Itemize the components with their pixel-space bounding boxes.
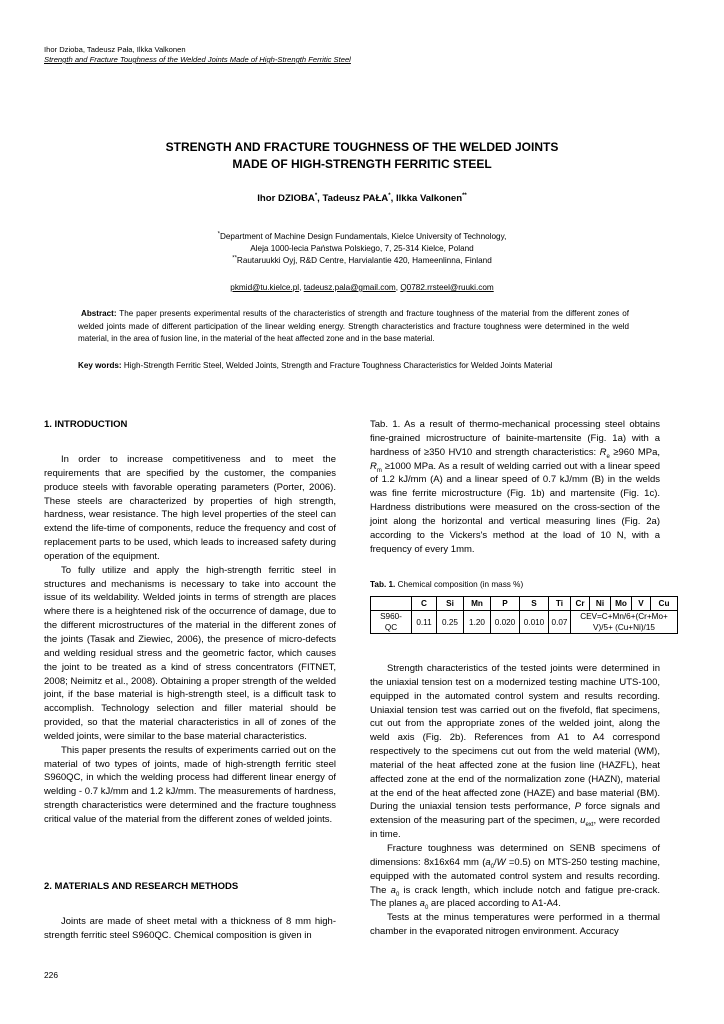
text-run: Fracture toughness was determined on SENB specimens of dimensions: 8x16x64 mm ( — [370, 842, 660, 868]
text-run: force signals and extension of the measuring part of the specimen, — [370, 801, 660, 827]
symbol-sub: 0 — [490, 863, 495, 870]
paper-title — [40, 139, 684, 173]
symbol-w: W — [496, 856, 506, 868]
paragraph: Tests at the minus temperatures were performed in a thermal chamber in the evaporated nitrogen environment. Accuracy — [370, 912, 660, 938]
symbol-sub: m — [376, 467, 382, 474]
symbol-sub: 0 — [395, 891, 400, 898]
email-link-2[interactable]: tadeusz.pala@gmail.com — [303, 283, 396, 292]
text-run: , were recorded in time. — [370, 815, 660, 841]
table-header-cell: C — [412, 597, 437, 611]
affiliation-text-1: Department of Machine Design Fundamentals, Kielce University of Technology, — [219, 232, 507, 241]
table-header-row — [371, 597, 678, 611]
text-run: ≥1000 MPa. As a result of welding carried out with a linear speed of 1.2 kJ/mm (A) and a linear speed of 0.7 kJ/mm (B) in the welds was fine ferrite microstructure (Fig. 1b) and martensite (Fig. 1c). Hardness distributions were measured on the cross-section of the joint along the horizontal and vertical measuring lines (Fig. 2a) according to the Vickers's method at the load of 10 N, with a frequency of every 1mm. — [370, 460, 660, 555]
table-caption-label: Tab. 1. — [370, 580, 396, 589]
table-header-cell: Cr — [571, 597, 590, 611]
affiliation-text-3: Rautaruukki Oyj, R&D Centre, Harvialantie 420, Hameenlinna, Finland — [236, 256, 492, 266]
chemical-composition-table — [370, 596, 678, 634]
table-cell: 0.010 — [520, 611, 549, 634]
right-column-top — [370, 418, 660, 556]
text-run: Tab. 1. As a result of thermo-mechanical processing steel obtains fine-grained microstructure of bainite-martensite (Fig. 1a) with a hardness of ≥350 HV10 and strength characteristics: — [370, 419, 660, 458]
email-link-3[interactable]: Q0782.rrsteel@ruuki.com — [400, 283, 494, 292]
table-cell: 0.07 — [549, 611, 571, 634]
text-run: are placed according to A1-A4. — [428, 898, 561, 910]
table-cev-cell — [571, 611, 678, 634]
symbol-a: a — [390, 884, 396, 896]
section-heading-materials — [44, 880, 336, 894]
affiliation-line-1 — [40, 231, 684, 243]
text-run: is crack length, which include notch and fatigue pre-crack. The planes — [370, 884, 660, 910]
keywords-label: Key words: — [78, 361, 122, 370]
text-run: =0.5) on MTS-250 testing machine, equipped with the automated control system and results recording. The — [370, 856, 660, 896]
table-row — [371, 611, 678, 634]
affiliation-line-2: Aleja 1000-lecia Państwa Polskiego, 7, 25-314 Kielce, Poland — [250, 244, 474, 254]
table-header-cell: Cu — [651, 597, 678, 611]
paragraph — [370, 662, 660, 842]
table-header-cell: Mo — [611, 597, 632, 611]
author-separator: , — [317, 193, 323, 204]
affiliation-mark-1: * — [217, 231, 220, 238]
table-cell: 1.20 — [464, 611, 491, 634]
keywords — [78, 360, 629, 372]
table-header-cell: S — [520, 597, 549, 611]
section-heading-introduction — [44, 418, 336, 432]
symbol-sub: ext — [585, 822, 594, 829]
table-caption — [370, 579, 660, 590]
author-list — [40, 193, 684, 204]
table-header-cell: Ni — [590, 597, 611, 611]
abstract-label: Abstract: — [81, 309, 117, 318]
table-header-cell: P — [491, 597, 520, 611]
running-header — [44, 45, 351, 65]
left-column-body-2 — [44, 915, 336, 943]
text-run: Strength characteristics of the tested joints were determined in the uniaxial tension test on a modernized testing machine UTS-100, equipped in the automated control system and results recording. Uniaxial tension test was carried out on the fivefold, flat specimens, cut out from the appropriate zones of the welded joint, along the weld axis (Fig. 2b). References from A1 to A4 correspond respectively to the specimens cut out from the weld material (WM), material of the heat affected zone at the fusion line (HAZFL), heat affected zone at the end of the normalization zone (HAZN), material at the end of the heat affected zone (HAZE) and base material (BM). During the uniaxial tension tests performance, — [370, 663, 660, 813]
paragraph: To fully utilize and apply the high-strength ferritic steel in structures and mechanisms is necessary to take into account the issue of its weldability. Welded joints in terms of strength are places where there is a heightened risk of the occurrence of damage, due to the different microstructures of the material in the different zones of the joints (Tasak and Ziewiec, 2006), the presence of micro-defects and welding residual stress and the geometric factor, which causes the joint to be treated as a kind of stress concentrators (FITNET, 2008; Neimitz et al., 2008). Obtaining a proper strength of the welded joint, if the base material is high-strength steel, is a difficult task to accomplish. Technology selection and filler material should be provided, so that the material characteristics in all of zones of the welded joints, were similar to the base material characteristics. — [44, 564, 336, 742]
author-separator: , — [390, 193, 396, 204]
text-run: / — [494, 856, 497, 868]
table-header-cell: Mn — [464, 597, 491, 611]
email-link-1[interactable]: pkmid@tu.kielce.pl — [230, 283, 300, 292]
author-2: Tadeusz PAŁA — [322, 193, 389, 204]
left-column-body — [44, 453, 336, 827]
table-cell: 0.11 — [412, 611, 437, 634]
table-header-cell: Si — [437, 597, 464, 611]
paper-title-line-2: MADE OF HIGH-STRENGTH FERRITIC STEEL — [232, 157, 492, 171]
symbol-u: u — [580, 815, 586, 827]
symbol-sub: e — [606, 453, 610, 460]
paragraph: In order to increase competitiveness and to meet the requirements that are specified by the customer, the companies produce steels with favorable operating parameters (Porter, 2006). These steels are characterized by properties of high strength, hardness, wear resistance. The high level properties of the steel can extend the life-time of components, reduce the frequency and cost of replacement parts to be used, which leads to increased safety during operation of the equipment. — [44, 454, 336, 562]
symbol-sub: 0 — [424, 905, 429, 912]
right-column-bottom — [370, 662, 660, 939]
author-1: Ihor DZIOBA — [257, 193, 315, 204]
keywords-text: High-Strength Ferritic Steel, Welded Joints, Strength and Fracture Toughness Characteristics for Welded Joints Material — [121, 361, 553, 370]
table-caption-text: Chemical composition (in mass %) — [395, 580, 524, 589]
symbol-r: R — [370, 460, 377, 472]
affiliations — [40, 231, 684, 268]
email-separator: , — [299, 283, 304, 292]
paper-title-line-1: STRENGTH AND FRACTURE TOUGHNESS OF THE WELDED JOINTS — [165, 140, 559, 154]
author-2-mark: * — [388, 192, 391, 199]
table-header-cell: V — [632, 597, 651, 611]
table-row-label — [371, 611, 412, 634]
email-list — [40, 283, 684, 292]
paragraph — [370, 842, 660, 911]
affiliation-line-3 — [40, 255, 684, 267]
abstract — [78, 308, 629, 346]
symbol-p: P — [574, 801, 582, 813]
abstract-text: The paper presents experimental results of the characteristics of strength and fracture toughness of the material from the different zones of welded joints made of different participation of the linear welding energy. Strength characteristics and fracture toughness were determined in the weld material, in the area of fusion line, in the material of the heat affected zone and in the base material. — [78, 309, 629, 344]
heading-introduction-text: 1. INTRODUCTION — [44, 419, 128, 430]
running-header-title: Strength and Fracture Toughness of the Welded Joints Made of High-Strength Ferritic Steel — [44, 55, 351, 64]
paragraph: Joints are made of sheet metal with a thickness of 8 mm high-strength ferritic steel S960QC. Chemical composition is given in — [44, 916, 336, 941]
page-number: 226 — [44, 970, 58, 980]
author-3: Ilkka Valkonen — [395, 193, 463, 204]
symbol-a: a — [485, 856, 491, 868]
author-3-mark: ** — [462, 192, 467, 199]
paragraph — [370, 418, 660, 556]
running-header-authors: Ihor Dzioba, Tadeusz Pała, Ilkka Valkonen — [44, 45, 186, 54]
symbol-a: a — [419, 898, 425, 910]
cev-line: CEV=C+Mn/6+(Cr+Mo+ — [580, 612, 668, 621]
table-corner-cell — [371, 597, 412, 611]
paragraph: This paper presents the results of experiments carried out on the material of two types of joints, made of high-strength ferritic steel S960QC, in which the welding process had different linear energy of welding - 0.7 kJ/mm and 1.2 kJ/mm. The measurements of hardness, strength characteristics were determined and the fracture toughness critical value of the material from the different zones of welded joints. — [44, 744, 336, 825]
row-label-line: QC — [384, 623, 398, 632]
heading-materials-text: 2. MATERIALS AND RESEARCH METHODS — [44, 881, 239, 892]
table-cell: 0.25 — [437, 611, 464, 634]
cev-line: V)/5+ (Cu+Ni)/15 — [593, 623, 655, 632]
author-1-mark: * — [314, 192, 318, 199]
table-header-cell: Ti — [549, 597, 571, 611]
symbol-r: R — [599, 446, 607, 458]
table-cell: 0.020 — [491, 611, 520, 634]
email-separator: , — [395, 283, 401, 292]
affiliation-mark-2: ** — [232, 255, 237, 262]
row-label-line: S960- — [380, 612, 402, 621]
text-run: ≥960 MPa, — [609, 446, 660, 458]
